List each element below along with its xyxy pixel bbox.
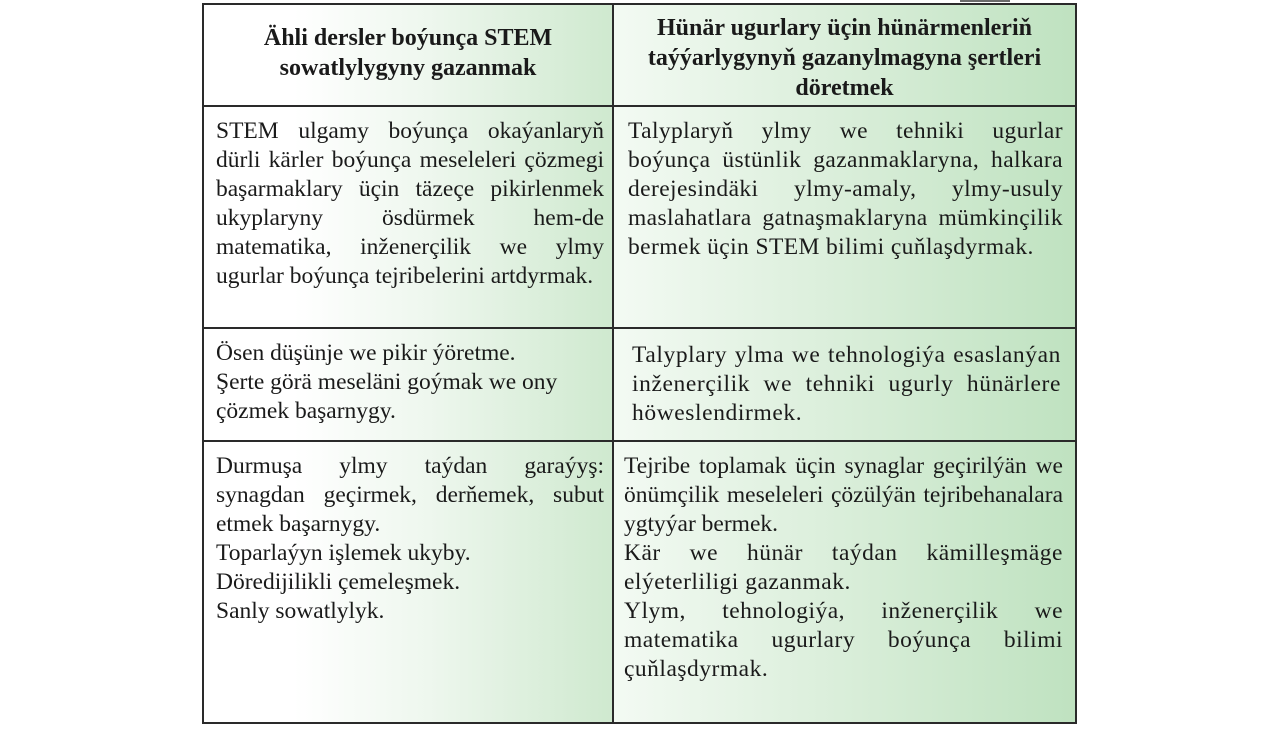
- top-edge-rule: [960, 0, 1010, 2]
- header-cell-left: [203, 4, 613, 106]
- row2-right-cell: [613, 328, 1076, 440]
- table-row: [203, 106, 1076, 328]
- row1-left-text: STEM ulgamy boýunça okaýanlaryň dürli kärler boýunça meseleleri çözmegi başarmaklary üçin täzeçe pikirlenmek ukyplaryny ösdürmek hem-de matematika, inženerçilik we ylmy ugurlar boýunça tejribelerini artdyrmak.: [216, 118, 604, 290]
- row3-right-cell: [613, 441, 1076, 723]
- header-cell-right: [613, 4, 1076, 106]
- header-row: [203, 4, 1076, 106]
- row1-right-cell: [613, 106, 1076, 328]
- header-left-text: Ähli dersler boýunça STEM sowatlylygyny gazanmak: [263, 25, 553, 81]
- row1-right-text: Talyplaryň ylmy we tehniki ugurlar boýunça üstünlik gazanmaklaryna, halkara derejesindäki ylmy-amaly, ylmy-usuly maslahatlara gatnaşmaklaryna mümkinçilik bermek üçin STEM bilimi çuňlaşdyrmak.: [628, 118, 1063, 261]
- row2-left-line-1: Ösen düşünje we pikir ýöretme.: [216, 340, 516, 367]
- row3-right-line-2: Kär we hünär taýdan kämilleşmäge elýeterliligi gazanmak.: [624, 539, 1063, 595]
- row3-right-line-1: Tejribe toplamak üçin synaglar geçirilýän we önümçilik meseleleri çözülýän tejribehanalara ygtyýar bermek.: [624, 452, 1063, 537]
- stem-comparison-table: [202, 3, 1077, 724]
- header-right-text: Hünär ugurlary üçin hünärmenleriň taýýarlygynyň gazanylmagyna şertleri döretmek: [647, 15, 1042, 101]
- table-row: [203, 328, 1076, 440]
- row2-left-cell: [203, 328, 613, 440]
- row1-left-cell: [203, 106, 613, 328]
- row3-left-line-1: Durmuşa ylmy taýdan garaýyş: synagdan geçirmek, derňemek, subut etmek başarnygy.: [216, 452, 604, 537]
- row3-left-line-2: Toparlaýyn işlemek ukyby.: [216, 539, 471, 566]
- row3-right-line-3: Ylym, tehnologiýa, inženerçilik we matematika ugurlary boýunça bilimi çuňlaşdyrmak.: [624, 597, 1063, 682]
- row3-left-line-3: Döredijilikli çemeleşmek.: [216, 568, 461, 595]
- row3-left-line-4: Sanly sowatlylyk.: [216, 597, 385, 624]
- row2-left-line-2: Şerte görä meseläni goýmak we ony çözmek başarnygy.: [216, 369, 558, 425]
- row3-left-cell: [203, 441, 613, 723]
- row2-right-text: Talyplary ylma we tehnologiýa esaslanýan inženerçilik we tehniki ugurly hünärlere höweslendirmek.: [632, 342, 1061, 427]
- table-row: [203, 441, 1076, 723]
